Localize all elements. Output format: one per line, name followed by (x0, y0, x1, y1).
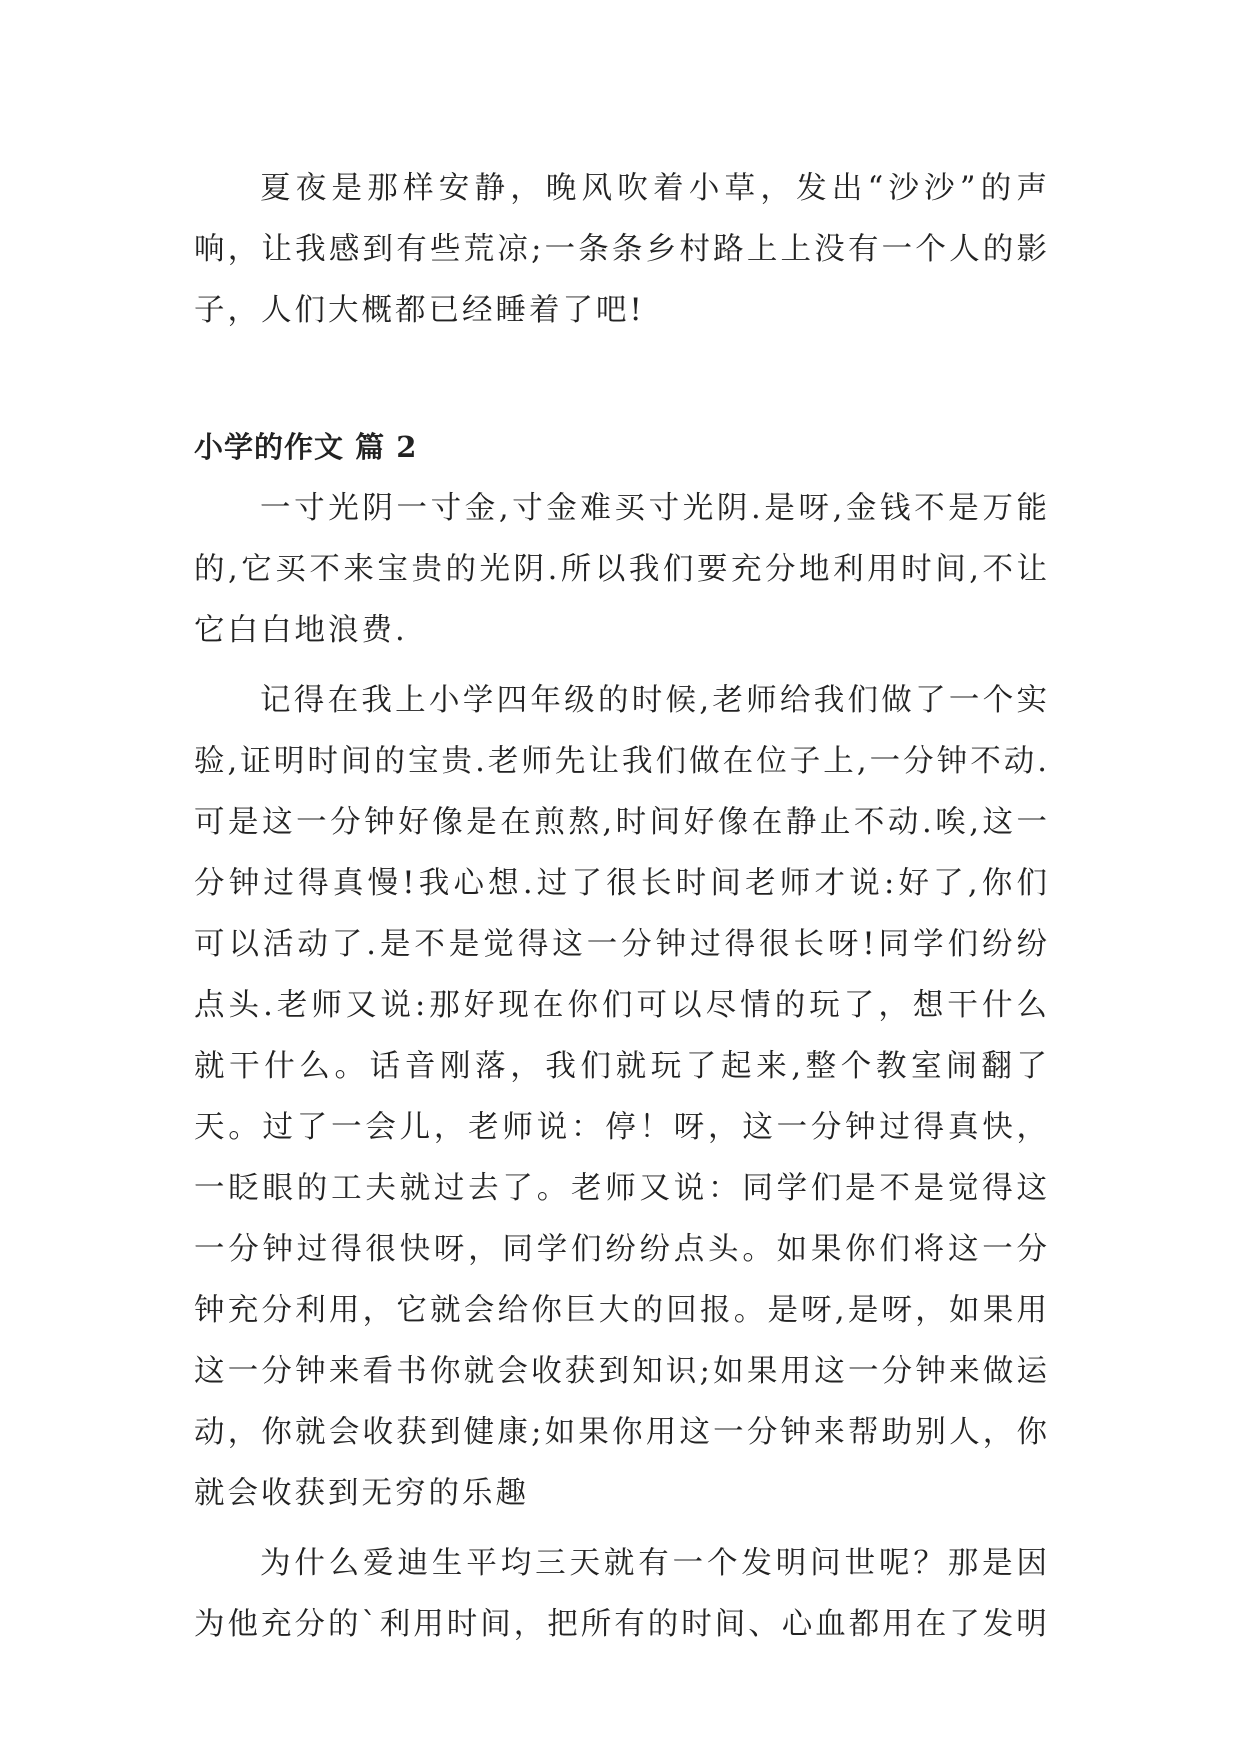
paragraph-edison: 为什么爱迪生平均三天就有一个发明问世呢？那是因为他充分的`利用时间，把所有的时间、心血都用在了发明 (194, 1546, 1050, 1642)
section-heading: 小学的作文 篇 2 (194, 430, 418, 464)
paragraph-experiment-story: 记得在我上小学四年级的时候,老师给我们做了一个实验,证明时间的宝贵.老师先让我们做在位子上,一分钟不动.可是这一分钟好像是在煎熬,时间好像在静止不动.唉,这一分钟过得真慢!我心想.过了很长时间老师才说:好了,你们可以活动了.是不是觉得这一分钟过得很长呀!同学们纷纷点头.老师又说:那好现在你们可以尽情的玩了，想干什么就干什么。话音刚落，我们就玩了起来,整个教室闹翻了天。过了一会儿，老师说：停！呀，这一分钟过得真快，一眨眼的工夫就过去了。老师又说：同学们是不是觉得这一分钟过得很快呀，同学们纷纷点头。如果你们将这一分钟充分利用，它就会给你巨大的回报。是呀,是呀，如果用这一分钟来看书你就会收获到知识;如果用这一分钟来做运动，你就会收获到健康;如果你用这一分钟来帮助别人，你就会收获到无穷的乐趣 (194, 683, 1050, 1511)
paragraph-time-value: 一寸光阴一寸金,寸金难买寸光阴.是呀,金钱不是万能的,它买不来宝贵的光阴.所以我们要充分地利用时间,不让它白白地浪费. (194, 491, 1050, 648)
paragraph-summer-night: 夏夜是那样安静，晚风吹着小草，发出“沙沙”的声响，让我感到有些荒凉;一条条乡村路上上没有一个人的影子，人们大概都已经睡着了吧! (194, 171, 1050, 328)
document-body (194, 158, 1050, 1655)
